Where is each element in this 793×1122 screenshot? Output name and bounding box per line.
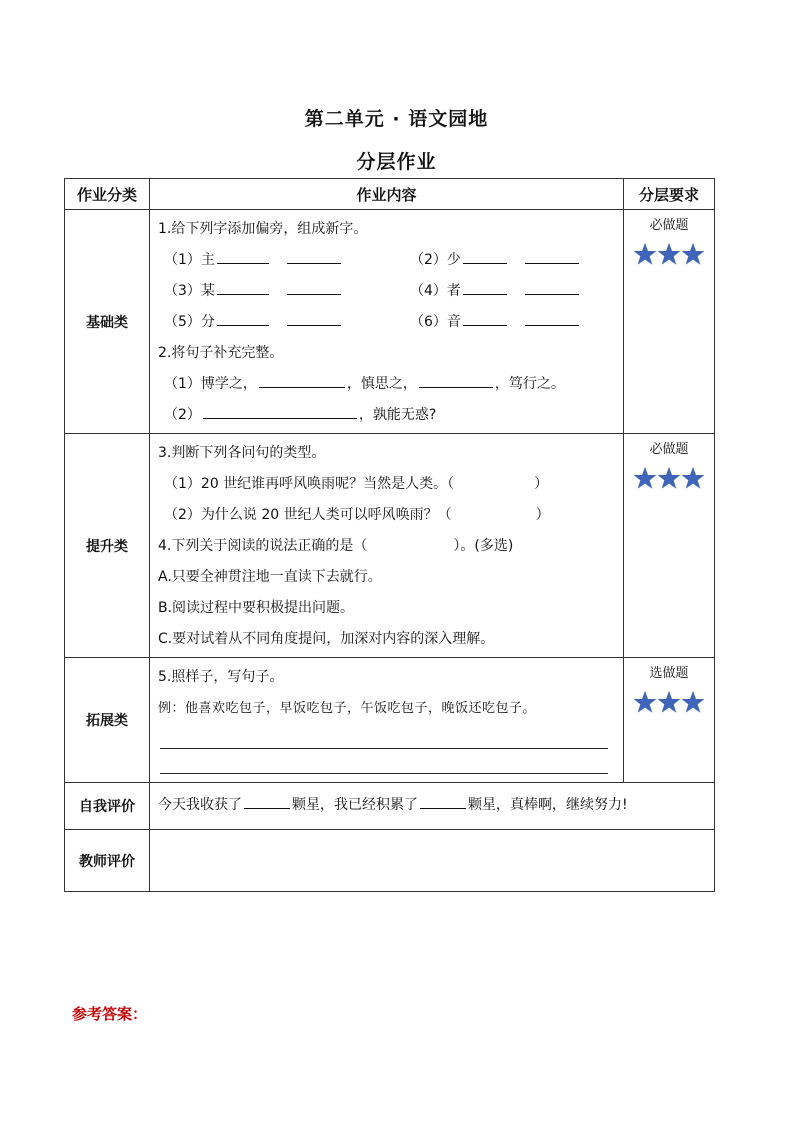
extend-content [150, 658, 624, 783]
answer-blank[interactable] [419, 373, 493, 388]
eval-part: 今天我收获了 [158, 796, 242, 813]
question-part: 4.下列关于阅读的说法正确的是（ [158, 538, 368, 554]
q5-example: 例：他喜欢吃包子，早饭吃包子，午饭吃包子，晚饭还吃包子。 [158, 701, 537, 716]
answer-blank[interactable] [259, 373, 345, 388]
self-eval-content [150, 783, 715, 830]
answer-blank[interactable] [244, 794, 290, 809]
requirement-label: 选做题 [649, 666, 689, 681]
answer-blank[interactable] [217, 249, 269, 264]
question-part: ） [534, 476, 549, 492]
star-icon [633, 466, 657, 490]
extend-category: 拓展类 [65, 658, 150, 783]
writing-line[interactable] [160, 749, 608, 774]
self-eval-text [158, 790, 714, 821]
self-eval-category: 自我评价 [65, 783, 150, 830]
q3-text: 3.判断下列各问句的类型。 [158, 445, 326, 461]
header-requirement: 分层要求 [624, 179, 715, 210]
basic-row [65, 210, 715, 434]
self-eval-row [65, 783, 715, 830]
q1-row-1 [158, 245, 623, 276]
answer-blank[interactable] [525, 249, 579, 264]
star-icon [681, 242, 705, 266]
answer-heading: 参考答案： [72, 1005, 148, 1023]
q1-item-2: （2）少 [410, 252, 461, 268]
improve-requirement [624, 434, 715, 658]
page-title: 第二单元 · 语文园地 [304, 108, 489, 130]
sentence-part: ，笃行之。 [494, 376, 565, 392]
question-part: （1）20 世纪谁再呼风唤雨呢？当然是人类。（ [164, 476, 455, 492]
q1-item-4: （4）者 [410, 283, 461, 299]
q1-item-6: （6）音 [410, 314, 461, 330]
q2-sentence-1 [158, 369, 623, 400]
answer-blank[interactable] [287, 280, 341, 295]
teacher-eval-content[interactable] [150, 830, 715, 892]
answer-blank[interactable] [287, 249, 341, 264]
writing-line[interactable] [160, 724, 608, 749]
star-icon [657, 466, 681, 490]
header-category: 作业分类 [65, 179, 150, 210]
question-part: ）。(多选) [453, 538, 514, 554]
q1-item-5: （5）分 [164, 314, 215, 330]
star-icon [633, 690, 657, 714]
star-icon [681, 690, 705, 714]
q1-row-3 [158, 307, 623, 338]
option-b: B.阅读过程中要积极提出问题。 [158, 600, 355, 616]
header-content: 作业内容 [150, 179, 624, 210]
requirement-label: 必做题 [649, 442, 689, 457]
star-icon [657, 690, 681, 714]
star-icon [681, 466, 705, 490]
q2-sentence-2 [158, 400, 623, 431]
requirement-label: 必做题 [649, 218, 689, 233]
star-rating [624, 690, 714, 718]
star-icon [657, 242, 681, 266]
star-rating [624, 242, 714, 270]
q1-text: 1.给下列字添加偏旁，组成新字。 [158, 221, 368, 237]
eval-part: 颗星，真棒啊，继续努力! [468, 796, 628, 813]
q1-item-3: （3）某 [164, 283, 215, 299]
answer-blank[interactable] [525, 280, 579, 295]
question-part: （2）为什么说 20 世纪人类可以呼风唤雨？（ [164, 507, 452, 523]
basic-requirement [624, 210, 715, 434]
q3-item-2 [158, 500, 623, 531]
basic-content [150, 210, 624, 434]
sentence-part: ，孰能无惑? [358, 407, 437, 423]
teacher-eval-category: 教师评价 [65, 830, 150, 892]
sentence-part: （1）博学之， [164, 376, 257, 392]
improve-row [65, 434, 715, 658]
answer-blank[interactable] [217, 311, 269, 326]
question-part: ） [535, 507, 550, 523]
answer-blank[interactable] [525, 311, 579, 326]
extend-requirement [624, 658, 715, 783]
answer-blank[interactable] [463, 249, 507, 264]
answer-blank[interactable] [217, 280, 269, 295]
star-rating [624, 466, 714, 494]
sentence-part: （2） [164, 407, 201, 423]
answer-blank[interactable] [420, 794, 466, 809]
answer-blank[interactable] [463, 280, 507, 295]
teacher-eval-row [65, 830, 715, 892]
q1-row-2 [158, 276, 623, 307]
q2-text: 2.将句子补充完整。 [158, 345, 284, 361]
q4-text [158, 531, 623, 562]
answer-blank[interactable] [203, 404, 357, 419]
eval-part: 颗星，我已经积累了 [292, 796, 418, 813]
option-a: A.只要全神贯注地一直读下去就行。 [158, 569, 382, 585]
star-icon [633, 242, 657, 266]
sentence-part: ，慎思之， [346, 376, 417, 392]
option-c: C.要对试着从不同角度提问，加深对内容的深入理解。 [158, 631, 495, 647]
page-subtitle: 分层作业 [356, 151, 437, 173]
header-row [65, 179, 715, 210]
q3-item-1 [158, 469, 623, 500]
answer-blank[interactable] [463, 311, 507, 326]
q5-text: 5.照样子，写句子。 [158, 669, 284, 685]
homework-table [64, 178, 715, 892]
q1-item-1: （1）主 [164, 252, 215, 268]
extend-row [65, 658, 715, 783]
answer-blank[interactable] [287, 311, 341, 326]
improve-category: 提升类 [65, 434, 150, 658]
basic-category: 基础类 [65, 210, 150, 434]
improve-content [150, 434, 624, 658]
